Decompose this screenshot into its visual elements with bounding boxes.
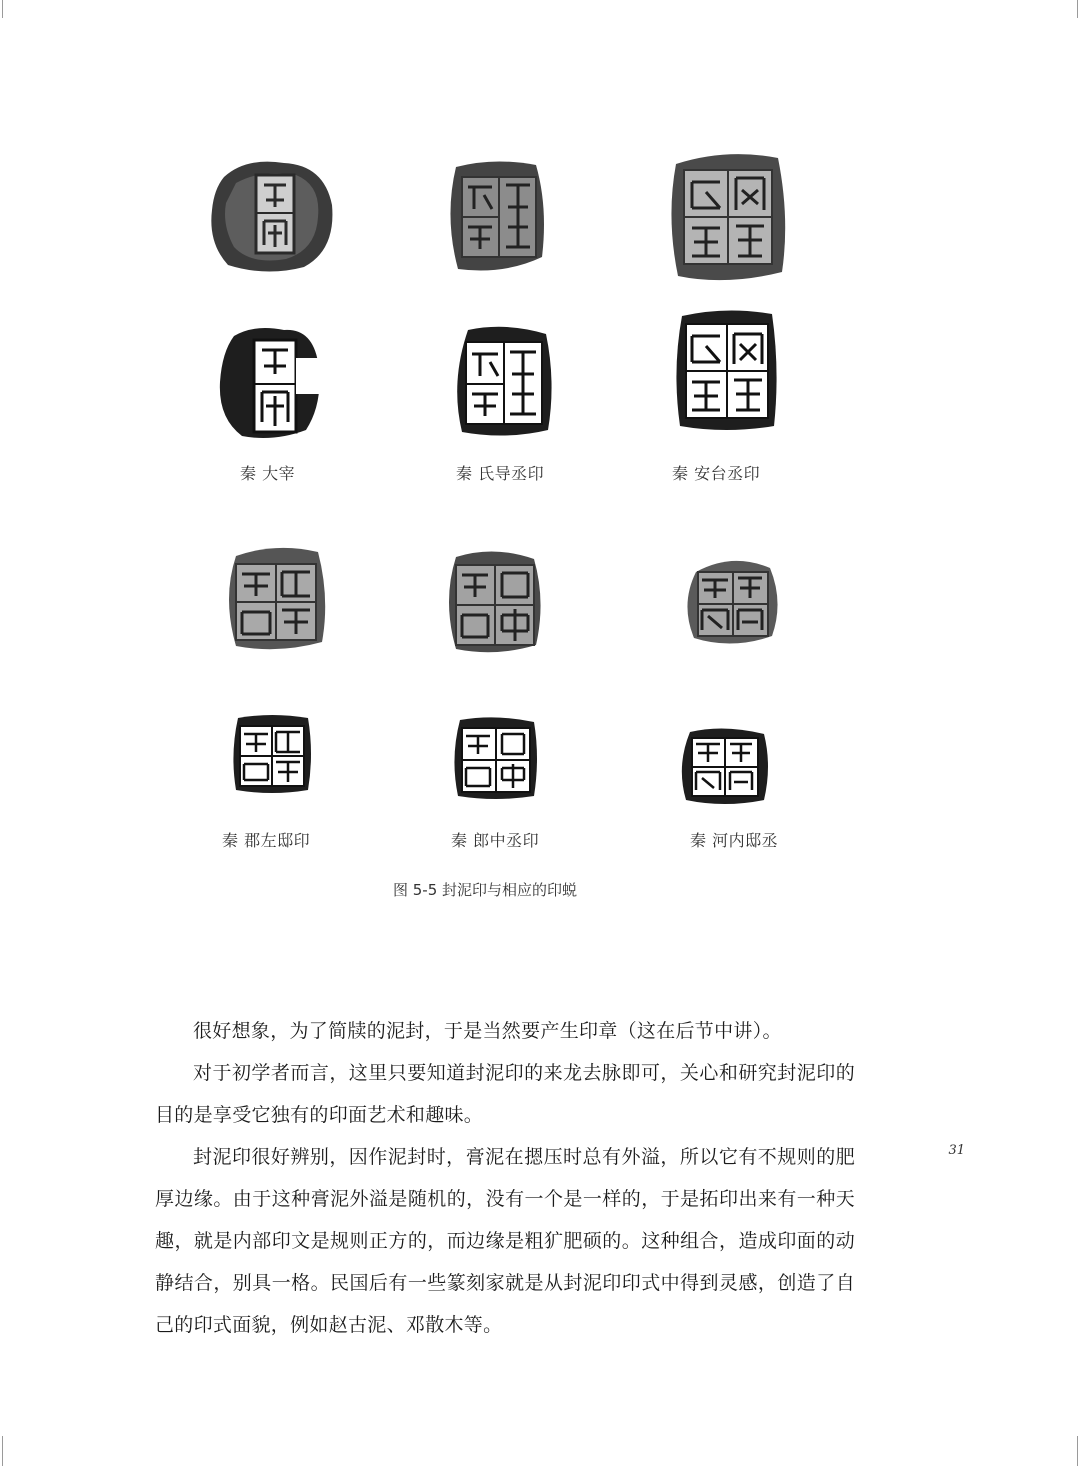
seal-impression-antai [672, 306, 780, 434]
seal-impression-junzuo [230, 712, 314, 796]
caption-shidao: 秦 氏导丞印 [456, 464, 545, 483]
caption-langzhong: 秦 郎中丞印 [451, 831, 540, 850]
crop-mark-top-left [2, 0, 3, 18]
paragraph: 对于初学者而言，这里只要知道封泥印的来龙去脉即可，关心和研究封泥印的目的是享受它独有的印面艺术和趣味。 [155, 1062, 855, 1126]
seal-impression-langzhong [450, 714, 540, 802]
clay-seal-photo-junzuo [222, 542, 330, 654]
crop-mark-top-right [1077, 0, 1078, 18]
seal-impression-henei [676, 724, 772, 808]
clay-seal-photo-langzhong [440, 545, 546, 657]
clay-seal-photo-antai [666, 148, 790, 284]
caption-antai: 秦 安台丞印 [672, 464, 761, 483]
page-number: 31 [948, 1143, 965, 1158]
figure-caption: 图 5-5 封泥印与相应的印蜕 [392, 881, 578, 899]
caption-dazai: 秦 大宰 [240, 464, 296, 483]
body-text [155, 1010, 855, 1346]
crop-mark-bottom-left [2, 1436, 3, 1466]
paragraph: 很好想象，为了简牍的泥封，于是当然要产生印章（这在后节中讲）。 [193, 1020, 782, 1042]
caption-henei: 秦 河内邸丞 [690, 831, 779, 850]
caption-junzuo: 秦 郡左邸印 [222, 831, 311, 850]
seal-impression-shidao [450, 322, 556, 440]
paragraph: 封泥印很好辨别，因作泥封时，膏泥在摁压时总有外溢，所以它有不规则的肥厚边缘。由于这种膏泥外溢是随机的，没有一个是一样的，于是拓印出来有一种天趣，就是内部印文是规则正方的，而边缘是粗犷肥硕的。这种组合，造成印面的动静结合，别具一格。民国后有一些篆刻家就是从封泥印印式中得到灵感，创造了自己的印式面貌，例如赵古泥、邓散木等。 [155, 1146, 855, 1336]
clay-seal-photo-henei [680, 552, 784, 650]
crop-mark-bottom-right [1077, 1436, 1078, 1466]
seal-impression-dazai [214, 322, 326, 442]
clay-seal-photo-dazai [206, 155, 336, 275]
clay-seal-photo-shidao [444, 157, 548, 275]
